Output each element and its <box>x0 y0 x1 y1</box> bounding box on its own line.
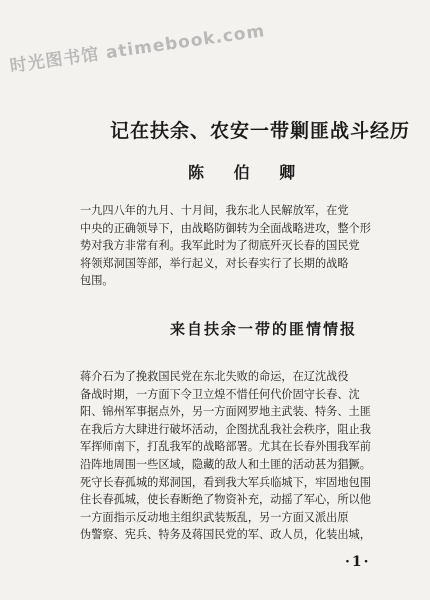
text-line: 在我后方大肆进行破坏活动，企图扰乱我社会秩序，阻止我 <box>80 422 371 436</box>
section-paragraph <box>80 368 410 544</box>
text-line: 沿阵地周围一些区域，隐藏的敌人和土匪的活动甚为猖獗。 <box>80 457 371 471</box>
text-line: 阳、锦州军事据点外，另一方面网罗地主武装、特务、土匪 <box>80 405 371 419</box>
text-line: 伪警察、宪兵、特务及蒋国民党的军、政人员，化装出城， <box>80 528 371 542</box>
text-line: 中央的正确领导下，由战略防御转为全面战略进攻，整个形 <box>80 221 371 235</box>
section-heading: 来自扶余一带的匪情情报 <box>170 320 358 338</box>
text-line: 军挥师南下，打乱我军的战略部署。尤其在长春外围我军前 <box>80 440 371 454</box>
page-number: ·1· <box>345 554 371 570</box>
text-line: 一方面指示反动地主组织武装叛乱，另一方面又派出原 <box>80 510 349 524</box>
text-line: 一九四八年的九月、十月间，我东北人民解放军，在党 <box>80 204 349 217</box>
author-name: 陈 伯 卿 <box>188 163 308 182</box>
text-line: 蒋介石为了挽救国民党在东北失败的命运，在辽沈战役 <box>80 370 349 383</box>
article-title: 记在扶余、农安一带剿匪战斗经历 <box>110 120 411 142</box>
watermark: 时光图书馆 atimebook.com <box>8 21 267 77</box>
text-line: 将领郑洞国等部，举行起义，对长春实行了长期的战略 <box>80 256 349 270</box>
text-line: 势对我方非常有利。我军此时为了彻底歼灭长春的国民党 <box>80 239 360 253</box>
text-line: 住长春孤城，使长春断绝了物资补充，动摇了军心，所以他 <box>80 493 371 507</box>
intro-paragraph <box>80 202 410 290</box>
text-line: 死守长春孤城的郑洞国，看到我大军兵临城下，牢固地包围 <box>80 475 371 489</box>
text-line: 包围。 <box>80 274 114 288</box>
text-line: 备战时期，一方面下令卫立煌不惜任何代价固守长春、沈 <box>80 387 360 401</box>
